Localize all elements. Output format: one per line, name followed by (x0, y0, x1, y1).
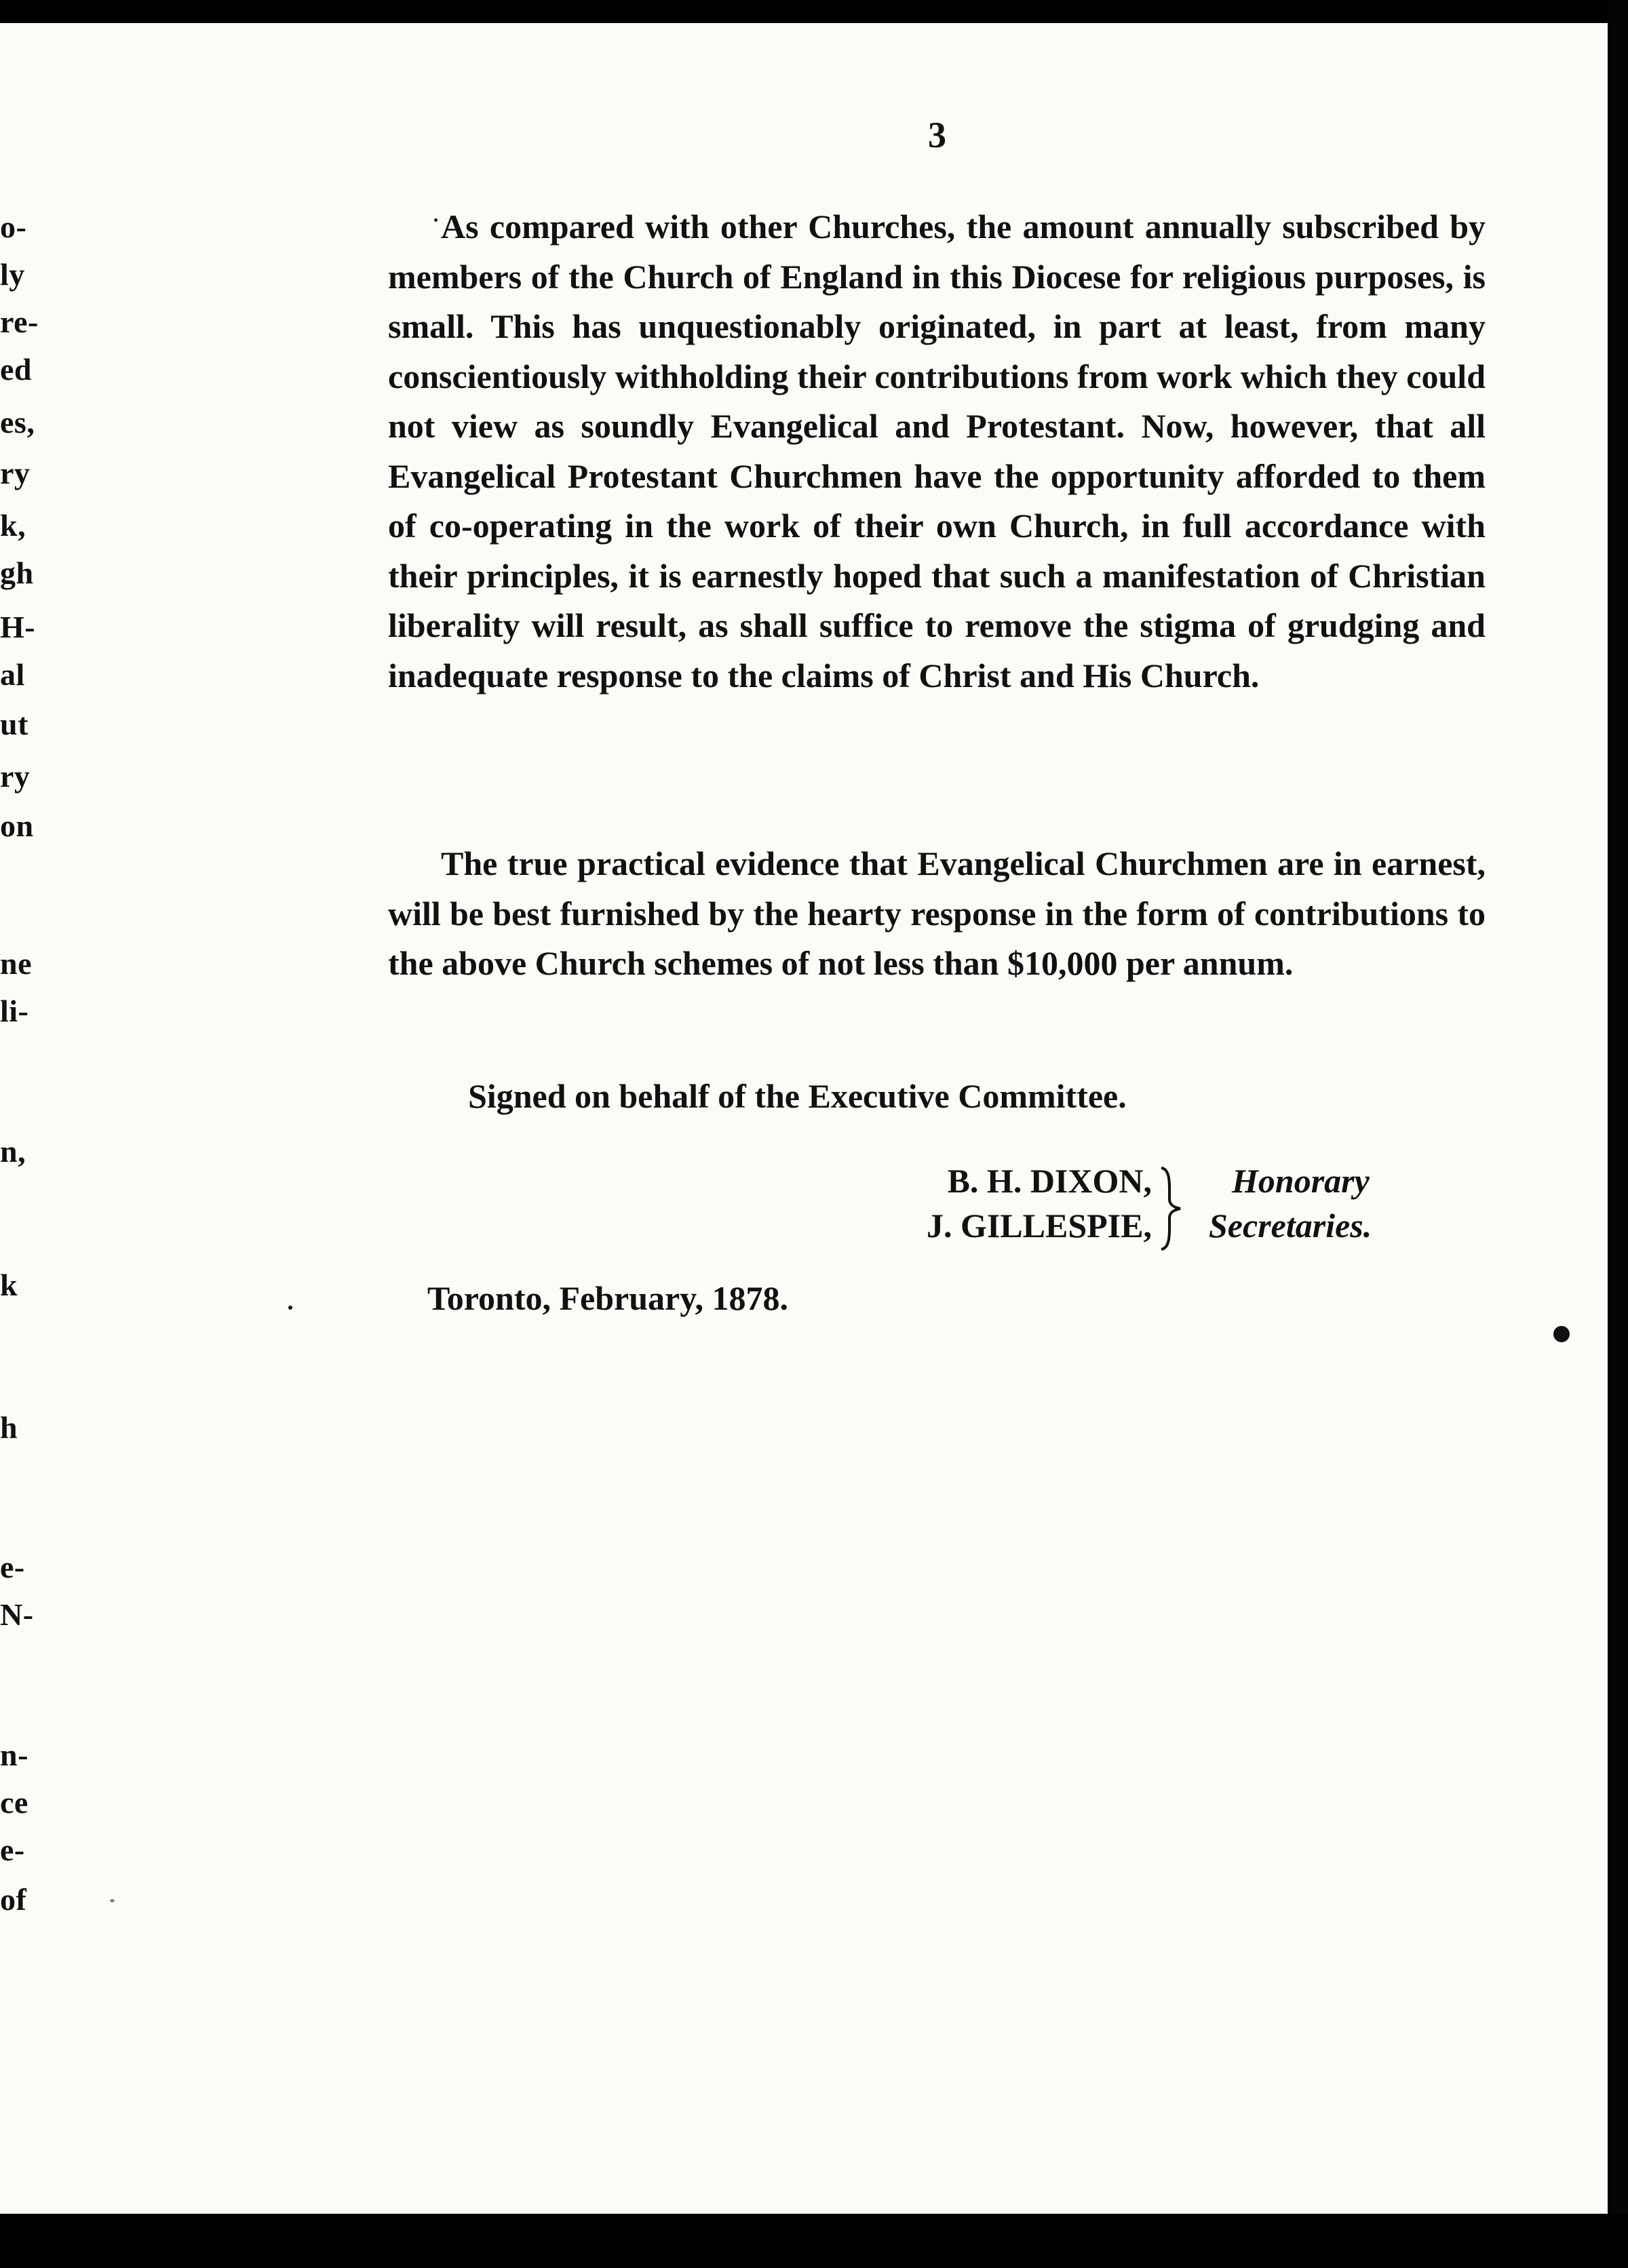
title-line: Secretaries. (1209, 1207, 1372, 1245)
signatory-names (863, 1158, 1152, 1248)
body-paragraph: The true practical evidence that Evangelical Churchmen are in earnest, will be best furnished by the hearty response in the form of contributions to the above Church schemes of not less than $10,000 per annum. (388, 844, 1486, 982)
margin-fragment: re- (0, 305, 39, 339)
margin-fragment: k, (0, 508, 26, 543)
margin-fragment: N- (0, 1597, 34, 1632)
scan-speck (1553, 1326, 1570, 1342)
margin-fragment: ut (0, 707, 28, 741)
margin-fragment: gh (0, 555, 34, 590)
margin-fragment: of (0, 1882, 27, 1917)
title-line: Honorary (1232, 1162, 1370, 1200)
margin-fragment: li- (0, 994, 29, 1028)
margin-fragment: ne (0, 946, 32, 981)
page-number: 3 (928, 115, 946, 155)
margin-fragment: ly (0, 257, 25, 292)
body-paragraph: As compared with other Churches, the amount annually subscribed by members of the Church of England in this Diocese for religious purposes, is small. This has unquestionably originated, in part at least, from many conscientiously withholding their contributions from work which they could not view as soundly Evangelical and Protestant. Now, however, that all Evangelical Protestant Churchmen have the opportunity afforded to them of co-operating in the work of their own Church, in full accordance with their principles, it is earnestly hoped that such a manifestation of Christian liberality will result, as shall suffice to remove the stigma of grudging and inadequate response to the claims of Christ and His Church. (388, 208, 1486, 695)
place-date: Toronto, February, 1878. (427, 1279, 788, 1317)
margin-fragment: es, (0, 405, 35, 439)
margin-fragment: on (0, 808, 34, 843)
scan-speck (110, 1899, 115, 1902)
margin-fragment: ce (0, 1785, 28, 1820)
margin-fragment: ry (0, 759, 31, 794)
signatory-name: J. GILLESPIE, (926, 1207, 1152, 1245)
margin-fragment: h (0, 1410, 18, 1445)
margin-fragment: ed (0, 352, 32, 387)
margin-fragment: e- (0, 1550, 25, 1584)
margin-fragment: H- (0, 610, 36, 644)
secretaries-title (1209, 1158, 1372, 1248)
margin-fragment: k (0, 1268, 18, 1302)
scan-speck (434, 218, 438, 222)
margin-fragment: n, (0, 1134, 26, 1169)
scan-speck (288, 1306, 292, 1310)
margin-fragment: al (0, 657, 25, 692)
signed-line: Signed on behalf of the Executive Committee. (468, 1077, 1127, 1115)
margin-fragment: ry (0, 456, 31, 490)
margin-fragment: o- (0, 210, 27, 244)
right-brace-icon (1157, 1165, 1184, 1252)
margin-fragment: n- (0, 1738, 28, 1772)
scan-edge-bottom (0, 2214, 1628, 2268)
signatory-name: B. H. DIXON, (947, 1162, 1152, 1200)
scan-edge-right (1608, 0, 1628, 2268)
margin-fragment: e- (0, 1833, 25, 1867)
